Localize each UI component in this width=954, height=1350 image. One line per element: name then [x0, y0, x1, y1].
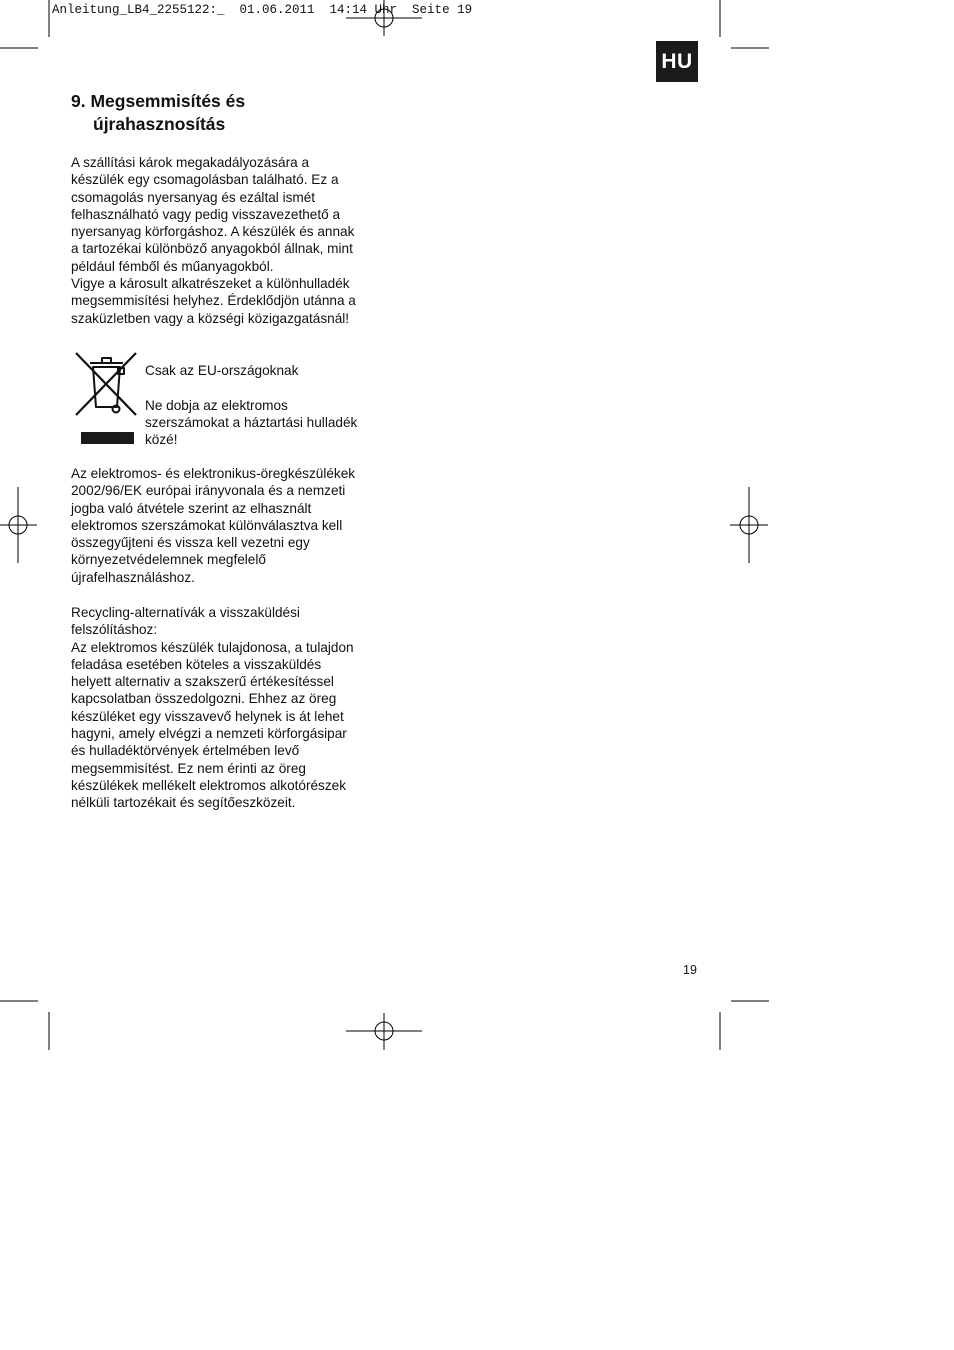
- text-line: A szállítási károk megakadályozására a: [71, 155, 310, 170]
- text-line: helyett alternativ a szakszerű értékesítéssel: [71, 674, 334, 690]
- text-line: hagyni, amely elvégzi a nemzeti körforgásipar: [71, 726, 347, 742]
- text-line: nyersanyag körforgáshoz. A készülék és annak: [71, 224, 355, 240]
- text-line: környezetvédelemnek megfelelő: [71, 552, 266, 568]
- text-line: Az elektromos készülék tulajdonosa, a tulajdon: [71, 639, 354, 655]
- language-badge: HU: [656, 41, 698, 82]
- text-line: feladása esetében köteles a visszaküldés: [71, 656, 322, 672]
- text-line: elektromos szerszámokat különválasztva kell: [71, 517, 343, 533]
- eu-only-label: Csak az EU-országoknak: [145, 363, 299, 378]
- text-line: Az elektromos- és elektronikus-öregkészülékek: [71, 466, 356, 481]
- text-line: megsemmisítést. Ez nem érinti az öreg: [71, 760, 306, 776]
- text-line: 2002/96/EK európai irányvonala és a nemzeti: [71, 483, 346, 499]
- section-title-line1: 9. Megsemmisítés és: [71, 91, 246, 111]
- intro-paragraph: [71, 154, 381, 327]
- section-title-line2: újrahasznosítás: [93, 113, 226, 134]
- text-line: és hulladéktörvények értelmében levő: [71, 743, 300, 759]
- text-line: szaküzletben vagy a községi közigazgatásnál!: [71, 310, 350, 326]
- text-line: csomagolás nyersanyag és ezáltal ismét: [71, 189, 316, 205]
- crossed-out-wheelie-bin-icon: [73, 351, 139, 447]
- text-line: újrafelhasználáshoz.: [71, 569, 195, 585]
- text-line: Ne dobja az elektromos: [145, 397, 288, 413]
- text-line: a tartozékai különböző anyagokból állnak, mint: [71, 241, 353, 257]
- text-line: kapcsolatban összedolgozni. Ehhez az öreg: [71, 691, 337, 707]
- text-line: nélküli tartozékait és segítőeszközeit.: [71, 795, 296, 811]
- section-title: [71, 90, 245, 135]
- text-line: készülékek mellékelt elektromos alkotórészek: [71, 777, 347, 793]
- text-line: készülék egy csomagolásban található. Ez a: [71, 172, 339, 188]
- text-line: felhasználható vagy pedig visszavezethető a: [71, 206, 341, 222]
- page-number: 19: [683, 963, 697, 977]
- text-line: jogba való átvétele szerint az elhasznált: [71, 500, 312, 516]
- text-line: például fémből és műanyagokból.: [71, 258, 274, 274]
- text-line: megsemmisítési helyhez. Érdeklődjön utánna a: [71, 293, 356, 309]
- recycling-paragraph: [71, 604, 381, 812]
- text-line: Vigye a károsult alkatrészeket a különhulladék: [71, 276, 350, 292]
- text-line: felszólításhoz:: [71, 622, 158, 638]
- text-line: szerszámokat a háztartási hulladék: [145, 414, 358, 430]
- print-slug-line: Anleitung_LB4_2255122:_ 01.06.2011 14:14 Uhr Seite 19: [52, 3, 473, 17]
- text-line: összegyűjteni és vissza kell vezetni egy: [71, 535, 310, 551]
- directive-paragraph: [71, 465, 381, 586]
- text-line: készüléket egy visszavevő helynek is át lehet: [71, 708, 344, 724]
- text-line: közé!: [145, 432, 178, 448]
- weee-notice: [145, 362, 385, 448]
- text-line: Recycling-alternatívák a visszaküldési: [71, 605, 300, 620]
